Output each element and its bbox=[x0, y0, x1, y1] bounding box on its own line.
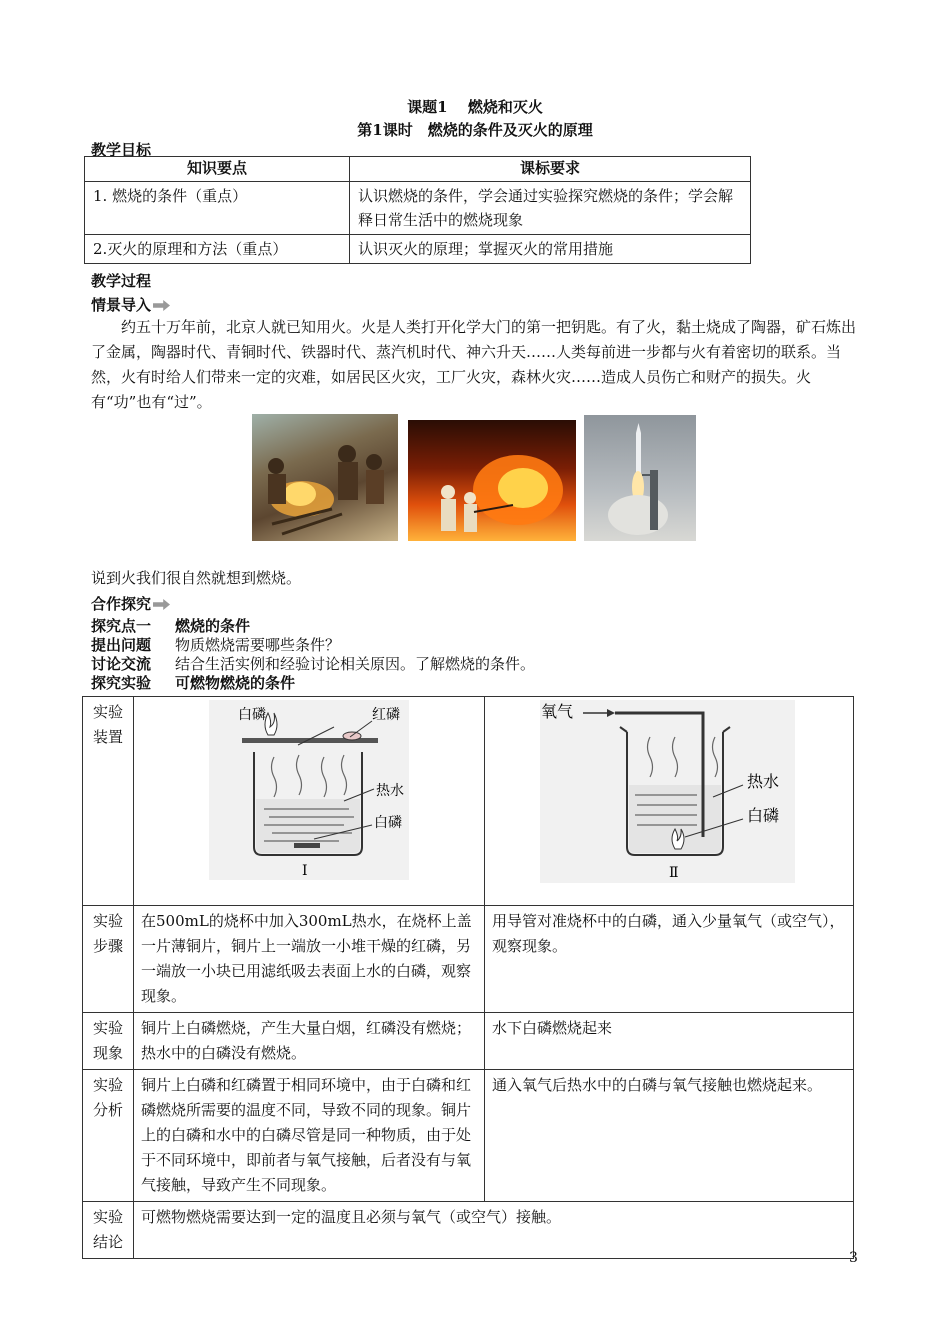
after-images-text: 说到火我们很自然就想到燃烧。 bbox=[91, 569, 302, 587]
goals-point-2: 2.灭火的原理和方法（重点） bbox=[85, 235, 350, 264]
experiment-table bbox=[82, 696, 854, 1259]
cave-fire-image bbox=[252, 414, 398, 541]
explore-experiment: 探究实验 可燃物燃烧的条件 bbox=[91, 674, 296, 692]
table-row bbox=[83, 1070, 854, 1202]
apparatus-1-cell bbox=[134, 697, 485, 906]
steel-furnace-image bbox=[408, 420, 576, 541]
table-row bbox=[83, 1013, 854, 1070]
table-row bbox=[85, 182, 751, 235]
arrow-icon bbox=[153, 599, 170, 610]
row-label-setup: 实验装置 bbox=[83, 697, 134, 906]
section-intro-label: 情景导入 bbox=[91, 296, 152, 314]
label-white-p-water-1: 白磷 bbox=[374, 815, 402, 831]
lesson-subtitle: 第1课时 燃烧的条件及灭火的原理 bbox=[357, 121, 593, 139]
arrow-icon bbox=[153, 300, 170, 311]
goals-header-row bbox=[85, 157, 751, 182]
phenomenon-left: 铜片上白磷燃烧，产生大量白烟，红磷没有燃烧；热水中的白磷没有燃烧。 bbox=[134, 1013, 485, 1070]
apparatus-2-cell bbox=[485, 697, 854, 906]
conclusion-text: 可燃物燃烧需要达到一定的温度且必须与氧气（或空气）接触。 bbox=[134, 1202, 854, 1259]
label-oxygen: 氧气 bbox=[541, 702, 574, 721]
page-number: 3 bbox=[849, 1250, 858, 1266]
section-process: 教学过程 bbox=[91, 272, 152, 290]
explore-block bbox=[91, 617, 535, 693]
goals-req-2: 认识灭火的原理；掌握灭火的常用措施 bbox=[350, 235, 751, 264]
phenomenon-right: 水下白磷燃烧起来 bbox=[485, 1013, 854, 1070]
table-row bbox=[83, 1202, 854, 1259]
goals-table bbox=[84, 156, 751, 264]
explore-point: 探究点一 燃烧的条件 bbox=[91, 617, 251, 635]
apparatus-1-diagram bbox=[134, 697, 484, 897]
lesson-title: 课题1 燃烧和灭火 bbox=[407, 98, 543, 116]
goals-req-1: 认识燃烧的条件，学会通过实验探究燃烧的条件；学会解释日常生活中的燃烧现象 bbox=[350, 182, 751, 235]
row-label-conclusion: 实验结论 bbox=[83, 1202, 134, 1259]
section-coop bbox=[91, 593, 170, 614]
analysis-right: 通入氧气后热水中的白磷与氧气接触也燃烧起来。 bbox=[485, 1070, 854, 1202]
steps-left: 在500mL的烧杯中加入300mL热水，在烧杯上盖一片薄铜片，铜片上一端放一小堆干燥的红磷，另一端放一小块已用滤纸吸去表面上水的白磷，观察现象。 bbox=[134, 906, 485, 1013]
label-white-p-top: 白磷 bbox=[238, 707, 266, 723]
rocket-launch-image bbox=[584, 415, 696, 541]
row-label-analysis: 实验分析 bbox=[83, 1070, 134, 1202]
apparatus-2-diagram bbox=[485, 697, 853, 897]
analysis-left: 铜片上白磷和红磷置于相同环境中，由于白磷和红磷燃烧所需要的温度不同，导致不同的现象。铜片上的白磷和水中的白磷尽管是同一种物质，由于处于不同环境中，即前者与氧气接触，后者没有与氧气接触，导致产生不同现象。 bbox=[134, 1070, 485, 1202]
table-row bbox=[83, 697, 854, 906]
label-white-p-2: 白磷 bbox=[747, 806, 780, 825]
label-numeral-2: Ⅱ bbox=[669, 865, 679, 881]
label-hot-water-2: 热水 bbox=[747, 772, 780, 791]
label-red-p: 红磷 bbox=[372, 707, 400, 723]
section-goals: 教学目标 bbox=[91, 141, 152, 159]
steps-right: 用导管对准烧杯中的白磷，通入少量氧气（或空气），观察现象。 bbox=[485, 906, 854, 1013]
intro-paragraph: 约五十万年前，北京人就已知用火。火是人类打开化学大门的第一把钥匙。有了火，黏土烧成了陶器，矿石炼出了金属，陶器时代、青铜时代、铁器时代、蒸汽机时代、神六升天……人类每前进一步都与火有着密切的联系。当然，火有时给人们带来一定的灾难，如居民区火灾，工厂火灾，森林火灾……造成人员伤亡和财产的损失。火有“功”也有“过”。 bbox=[91, 318, 857, 411]
explore-discuss: 讨论交流 结合生活实例和经验讨论相关原因。了解燃烧的条件。 bbox=[91, 655, 536, 673]
section-coop-label: 合作探究 bbox=[91, 595, 152, 613]
table-row bbox=[83, 906, 854, 1013]
table-row bbox=[85, 235, 751, 264]
goals-header-req: 课标要求 bbox=[350, 157, 751, 182]
goals-point-1: 1. 燃烧的条件（重点） bbox=[85, 182, 350, 235]
section-intro bbox=[91, 294, 170, 315]
row-label-phenomenon: 实验现象 bbox=[83, 1013, 134, 1070]
label-numeral-1: Ⅰ bbox=[302, 863, 308, 879]
row-label-steps: 实验步骤 bbox=[83, 906, 134, 1013]
explore-question: 提出问题 物质燃烧需要哪些条件？ bbox=[91, 636, 341, 654]
label-hot-water-1: 热水 bbox=[376, 783, 404, 799]
goals-header-point: 知识要点 bbox=[85, 157, 350, 182]
